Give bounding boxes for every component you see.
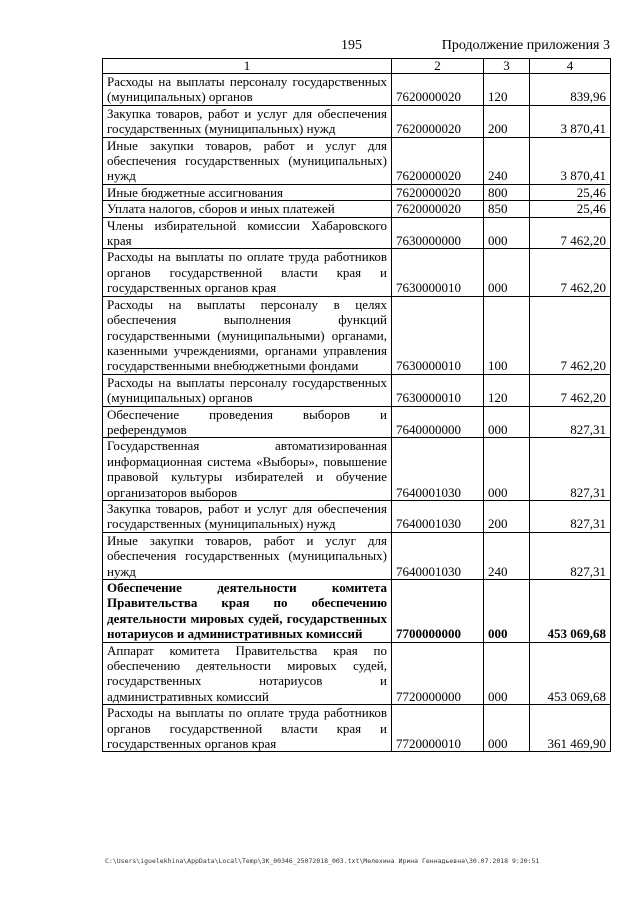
table-row	[103, 249, 611, 296]
column-header-2: 2	[392, 59, 484, 74]
row-name: Закупка товаров, работ и услуг для обеспечения государственных (муниципальных) нужд	[103, 500, 392, 532]
row-name: Аппарат комитета Правительства края по обеспечению деятельности мировых судей, государственных нотариусов и административных комиссий	[103, 642, 392, 705]
row-type: 240	[484, 137, 530, 184]
column-header-1: 1	[103, 59, 392, 74]
row-code: 7620000020	[392, 201, 484, 217]
table-body	[103, 74, 611, 752]
row-type: 000	[484, 217, 530, 249]
row-amount: 7 462,20	[530, 296, 611, 374]
budget-table	[102, 58, 611, 752]
row-name: Обеспечение проведения выборов и референдумов	[103, 406, 392, 438]
row-code: 7720000010	[392, 705, 484, 752]
row-code: 7700000000	[392, 580, 484, 643]
row-name: Иные бюджетные ассигнования	[103, 184, 392, 200]
row-amount: 3 870,41	[530, 137, 611, 184]
row-amount: 827,31	[530, 532, 611, 579]
row-type: 000	[484, 580, 530, 643]
row-code: 7640001030	[392, 500, 484, 532]
row-type: 850	[484, 201, 530, 217]
row-code: 7620000020	[392, 184, 484, 200]
row-type: 800	[484, 184, 530, 200]
row-amount: 827,31	[530, 500, 611, 532]
row-type: 120	[484, 374, 530, 406]
row-code: 7630000000	[392, 217, 484, 249]
row-amount: 25,46	[530, 201, 611, 217]
row-amount: 839,96	[530, 74, 611, 106]
row-code: 7630000010	[392, 374, 484, 406]
table-row	[103, 406, 611, 438]
row-name: Иные закупки товаров, работ и услуг для обеспечения государственных (муниципальных) нужд	[103, 137, 392, 184]
page-number: 195	[341, 38, 362, 53]
row-name: Расходы на выплаты персоналу государственных (муниципальных) органов	[103, 374, 392, 406]
row-type: 200	[484, 105, 530, 137]
row-type: 120	[484, 74, 530, 106]
continuation-label: Продолжение приложения 3	[441, 38, 610, 53]
row-code: 7630000010	[392, 296, 484, 374]
row-amount: 361 469,90	[530, 705, 611, 752]
page-header	[0, 38, 640, 56]
table-row	[103, 201, 611, 217]
row-amount: 3 870,41	[530, 105, 611, 137]
row-code: 7720000000	[392, 642, 484, 705]
row-name: Уплата налогов, сборов и иных платежей	[103, 201, 392, 217]
table-row	[103, 705, 611, 752]
row-name: Расходы на выплаты по оплате труда работников органов государственной власти края и государственных органов края	[103, 249, 392, 296]
row-amount: 827,31	[530, 406, 611, 438]
row-name: Члены избирательной комиссии Хабаровского края	[103, 217, 392, 249]
row-code: 7620000020	[392, 74, 484, 106]
table-row	[103, 184, 611, 200]
table-row	[103, 296, 611, 374]
row-type: 000	[484, 406, 530, 438]
row-code: 7630000010	[392, 249, 484, 296]
row-amount: 7 462,20	[530, 374, 611, 406]
row-type: 100	[484, 296, 530, 374]
table-row	[103, 137, 611, 184]
table-row	[103, 105, 611, 137]
column-header-3: 3	[484, 59, 530, 74]
table-row	[103, 74, 611, 106]
row-name: Иные закупки товаров, работ и услуг для обеспечения государственных (муниципальных) нужд	[103, 532, 392, 579]
table-row	[103, 438, 611, 501]
table-row	[103, 500, 611, 532]
file-path-footer: C:\Users\iguelekhina\AppData\Local\Temp\ЗК_00346_25072018_003.txt\Мелехина Ирина Геннадьевна\30.07.2018 9:20:51	[105, 857, 540, 865]
row-code: 7640001030	[392, 438, 484, 501]
row-amount: 25,46	[530, 184, 611, 200]
row-amount: 827,31	[530, 438, 611, 501]
row-type: 000	[484, 438, 530, 501]
row-code: 7640001030	[392, 532, 484, 579]
row-code: 7620000020	[392, 105, 484, 137]
row-name: Расходы на выплаты персоналу в целях обеспечения выполнения функций государственными (муниципальными) органами, казенными учреждениями, органами управления государственными внебюджетными фондами	[103, 296, 392, 374]
row-type: 000	[484, 642, 530, 705]
table-row	[103, 374, 611, 406]
row-name: Расходы на выплаты по оплате труда работников органов государственной власти края и государственных органов края	[103, 705, 392, 752]
row-code: 7640000000	[392, 406, 484, 438]
row-name: Расходы на выплаты персоналу государственных (муниципальных) органов	[103, 74, 392, 106]
table-row	[103, 532, 611, 579]
table-row	[103, 217, 611, 249]
row-code: 7620000020	[392, 137, 484, 184]
row-type: 240	[484, 532, 530, 579]
row-amount: 453 069,68	[530, 580, 611, 643]
column-header-4: 4	[530, 59, 611, 74]
row-name: Обеспечение деятельности комитета Правительства края по обеспечению деятельности мировых судей, государственных нотариусов и административных комиссий	[103, 580, 392, 643]
row-type: 000	[484, 249, 530, 296]
row-amount: 7 462,20	[530, 217, 611, 249]
row-type: 000	[484, 705, 530, 752]
table-header-row	[103, 59, 611, 74]
row-name: Закупка товаров, работ и услуг для обеспечения государственных (муниципальных) нужд	[103, 105, 392, 137]
row-name: Государственная автоматизированная информационная система «Выборы», повышение правовой культуры избирателей и обучение организаторов выборов	[103, 438, 392, 501]
row-amount: 453 069,68	[530, 642, 611, 705]
table-row	[103, 642, 611, 705]
row-amount: 7 462,20	[530, 249, 611, 296]
table-row	[103, 580, 611, 643]
row-type: 200	[484, 500, 530, 532]
